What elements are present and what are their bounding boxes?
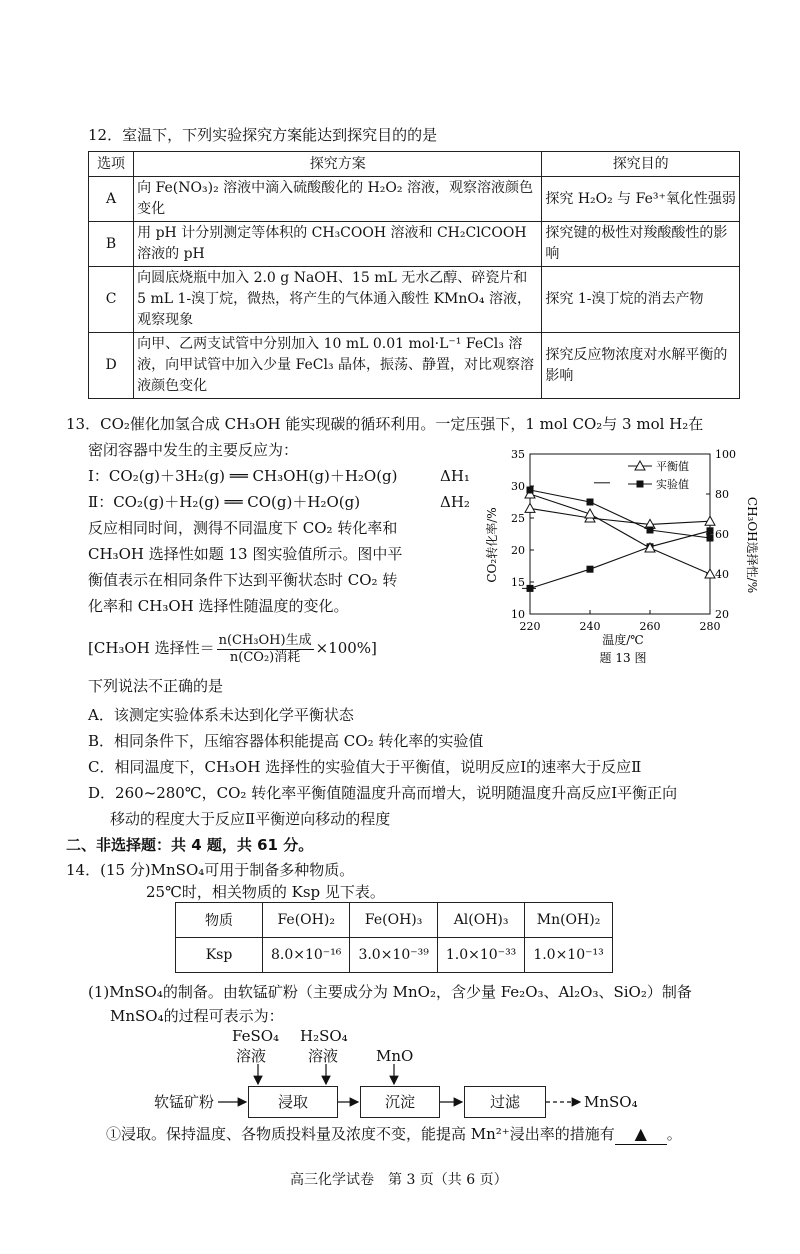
section-2-heading: 二、非选择题：共 4 题，共 61 分。 — [66, 836, 314, 854]
chart-y2-axis-label: CH₃OH选择性/% — [745, 496, 759, 594]
flow-step-filter: 过滤 — [464, 1086, 546, 1118]
chart-y-tick-label: 30 — [511, 480, 525, 493]
q13-formula-numerator: n(CH₃OH)生成 — [218, 632, 312, 648]
q12-goal-cell: 探究反应物浓度对水解平衡的影响 — [542, 333, 740, 399]
chart-y-tick-label: 25 — [511, 512, 525, 525]
chart-point-square — [587, 566, 594, 573]
flow-input-1-bottom: 溶液 — [236, 1047, 267, 1065]
q12-row — [89, 333, 740, 399]
q13-para-1: 反应相同时间，测得不同温度下 CO₂ 转化率和 — [88, 519, 398, 537]
chart-x-tick-label: 260 — [639, 620, 661, 633]
chart-y2-tick-label: 40 — [715, 568, 729, 581]
flow-input-1-top: FeSO₄ — [232, 1027, 280, 1045]
flow-step-precipitate: 沉淀 — [360, 1086, 440, 1118]
q12-header-option: 选项 — [89, 152, 134, 177]
chart-y2-tick-label: 100 — [715, 448, 736, 461]
q14-stem: 14．(15 分)MnSO₄可用于制备多种物质。 — [66, 861, 355, 879]
ksp-value-cell: 1.0×10⁻¹³ — [525, 938, 612, 973]
ksp-value-cell: 1.0×10⁻³³ — [437, 938, 524, 973]
flow-input-2-bottom: 溶液 — [308, 1047, 339, 1065]
flow-step-leach: 浸取 — [248, 1086, 338, 1118]
page-footer: 高三化学试卷 第 3 页（共 6 页） — [290, 1172, 508, 1188]
q14-ksp-intro: 25℃时，相关物质的 Ksp 见下表。 — [146, 883, 385, 901]
q13-option-d-line1: D．260~280℃，CO₂ 转化率平衡值随温度升高而增大，说明随温度升高反应Ⅰ平衡正向 — [88, 784, 678, 802]
chart-legend-marker-square — [637, 481, 644, 488]
chart-point-square — [527, 487, 534, 494]
blank-triangle-icon: ▲ — [634, 1124, 647, 1143]
q12-option-label: C — [89, 267, 134, 333]
q12-plan-cell: 向甲、乙两支试管中分别加入 10 mL 0.01 mol·L⁻¹ FeCl₃ 溶液，向甲试管中加入少量 FeCl₃ 晶体，振荡、静置，对比观察溶液颜色变化 — [134, 333, 542, 399]
q13-option-c: C．相同温度下，CH₃OH 选择性的实验值大于平衡值，说明反应Ⅰ的速率大于反应Ⅱ — [88, 758, 642, 776]
chart-point-triangle — [585, 509, 595, 518]
q12-goal-cell: 探究 1-溴丁烷的消去产物 — [542, 267, 740, 333]
q12-goal-cell: 探究 H₂O₂ 与 Fe³⁺氧化性强弱 — [542, 177, 740, 222]
ksp-header-cell: Mn(OH)₂ — [525, 903, 612, 938]
q13-formula-denominator: n(CO₂)消耗 — [229, 649, 301, 665]
q12-row — [89, 222, 740, 267]
chart-x-axis-label: 温度/℃ — [602, 633, 644, 647]
q13-selectivity-formula — [88, 630, 377, 666]
ksp-value-cell: 8.0×10⁻¹⁶ — [263, 938, 350, 973]
q13-reaction-2-dh: ΔH₂ — [440, 493, 470, 511]
q13-option-b: B．相同条件下，压缩容器体积能提高 CO₂ 转化率的实验值 — [88, 732, 484, 750]
ksp-header-cell: Fe(OH)₃ — [350, 903, 437, 938]
ksp-header-cell: 物质 — [176, 903, 263, 938]
q12-plan-cell: 用 pH 计分别测定等体积的 CH₃COOH 溶液和 CH₂ClCOOH 溶液的 pH — [134, 222, 542, 267]
ksp-value-cell: 3.0×10⁻³⁹ — [350, 938, 437, 973]
q13-para-2: CH₃OH 选择性如题 13 图实验值所示。图中平 — [88, 545, 403, 563]
q14-sub1-end: 。 — [666, 1125, 682, 1143]
q13-formula-prefix: [CH₃OH 选择性＝ — [88, 639, 215, 657]
q13-para-4: 化率和 CH₃OH 选择性随温度的变化。 — [88, 597, 349, 615]
q13-stem-line2: 密闭容器中发生的主要反应为： — [88, 441, 299, 459]
q13-para-3: 衡值表示在相同条件下达到平衡状态时 CO₂ 转 — [88, 571, 398, 589]
q13-question: 下列说法不正确的是 — [88, 677, 224, 695]
q13-reaction-2: Ⅱ：CO₂(g)＋H₂(g) ══ CO(g)＋H₂O(g) — [88, 493, 361, 511]
chart-y-tick-label: 15 — [511, 576, 525, 589]
answer-blank — [615, 1124, 667, 1145]
chart-y-tick-label: 10 — [511, 608, 525, 621]
q14-sub1-text: ①浸取。保持温度、各物质投料量及浓度不变，能提高 Mn²⁺浸出率的措施有 — [106, 1125, 615, 1143]
chart-caption: 题 13 图 — [599, 651, 647, 665]
flow-input-3: MnO — [376, 1047, 414, 1065]
q12-header-plan: 探究方案 — [134, 152, 542, 177]
q12-row — [89, 267, 740, 333]
chart-point-triangle — [705, 516, 715, 525]
q12-goal-cell: 探究键的极性对羧酸酸性的影响 — [542, 222, 740, 267]
chart-point-square — [707, 535, 714, 542]
q13-option-d-line2: 移动的程度大于反应Ⅱ平衡逆向移动的程度 — [110, 810, 391, 828]
q12-row — [89, 177, 740, 222]
ksp-value-cell: Ksp — [176, 938, 263, 973]
chart-y2-tick-label: 20 — [715, 608, 729, 621]
q13-reaction-1-dh: ΔH₁ — [440, 467, 470, 485]
q13-chart — [478, 440, 768, 672]
ksp-header-row — [176, 903, 613, 938]
q12-option-label: B — [89, 222, 134, 267]
chart-x-tick-label: 280 — [699, 620, 721, 633]
q13-formula-suffix: ×100%] — [315, 639, 377, 657]
chart-point-square — [647, 527, 654, 534]
flow-input-2-top: H₂SO₄ — [300, 1027, 348, 1045]
ksp-header-cell: Fe(OH)₂ — [263, 903, 350, 938]
q14-part1-line2: MnSO₄的过程可表示为： — [110, 1007, 284, 1025]
q14-subquestion-1 — [106, 1124, 682, 1145]
q12-option-label: D — [89, 333, 134, 399]
q13-option-a: A．该测定实验体系未达到化学平衡状态 — [88, 706, 354, 724]
q13-reaction-1: Ⅰ：CO₂(g)＋3H₂(g) ══ CH₃OH(g)＋H₂O(g) — [88, 467, 398, 485]
chart-point-triangle — [525, 503, 535, 512]
ksp-value-row — [176, 938, 613, 973]
q14-part1-line1: (1)MnSO₄的制备。由软锰矿粉（主要成分为 MnO₂，含少量 Fe₂O₃、Al₂O₃、SiO₂）制备 — [88, 983, 692, 1001]
q13-stem-line1: 13．CO₂催化加氢合成 CH₃OH 能实现碳的循环利用。一定压强下，1 mol CO₂与 3 mol H₂在 — [66, 415, 704, 433]
flow-end-label: MnSO₄ — [584, 1093, 638, 1111]
q12-stem: 12．室温下，下列实验探究方案能达到探究目的的是 — [88, 126, 438, 144]
chart-legend-label-experimental: 实验值 — [656, 478, 689, 491]
chart-point-square — [707, 527, 714, 534]
chart-series-line — [530, 531, 710, 589]
chart-x-tick-label: 240 — [579, 620, 601, 633]
ksp-header-cell: Al(OH)₃ — [437, 903, 524, 938]
flow-start-label: 软锰矿粉 — [154, 1093, 215, 1111]
chart-y-axis-label: CO₂转化率/% — [485, 507, 499, 583]
chart-x-tick-label: 220 — [519, 620, 541, 633]
q12-header-goal: 探究目的 — [542, 152, 740, 177]
q12-plan-cell: 向圆底烧瓶中加入 2.0 g NaOH、15 mL 无水乙醇、碎瓷片和 5 mL 1-溴丁烷，微热，将产生的气体通入酸性 KMnO₄ 溶液，观察现象 — [134, 267, 542, 333]
chart-y-tick-label: 20 — [511, 544, 525, 557]
chart-y2-tick-label: 60 — [715, 528, 729, 541]
q12-table — [88, 151, 740, 399]
q13-formula-fraction — [217, 633, 314, 666]
chart-point-square — [587, 499, 594, 506]
chart-y2-tick-label: 80 — [715, 488, 729, 501]
q12-plan-cell: 向 Fe(NO₃)₂ 溶液中滴入硫酸酸化的 H₂O₂ 溶液，观察溶液颜色变化 — [134, 177, 542, 222]
chart-legend-label-equilibrium: 平衡值 — [656, 460, 689, 473]
chart-y-tick-label: 35 — [511, 448, 525, 461]
ksp-table — [175, 902, 613, 973]
q12-option-label: A — [89, 177, 134, 222]
